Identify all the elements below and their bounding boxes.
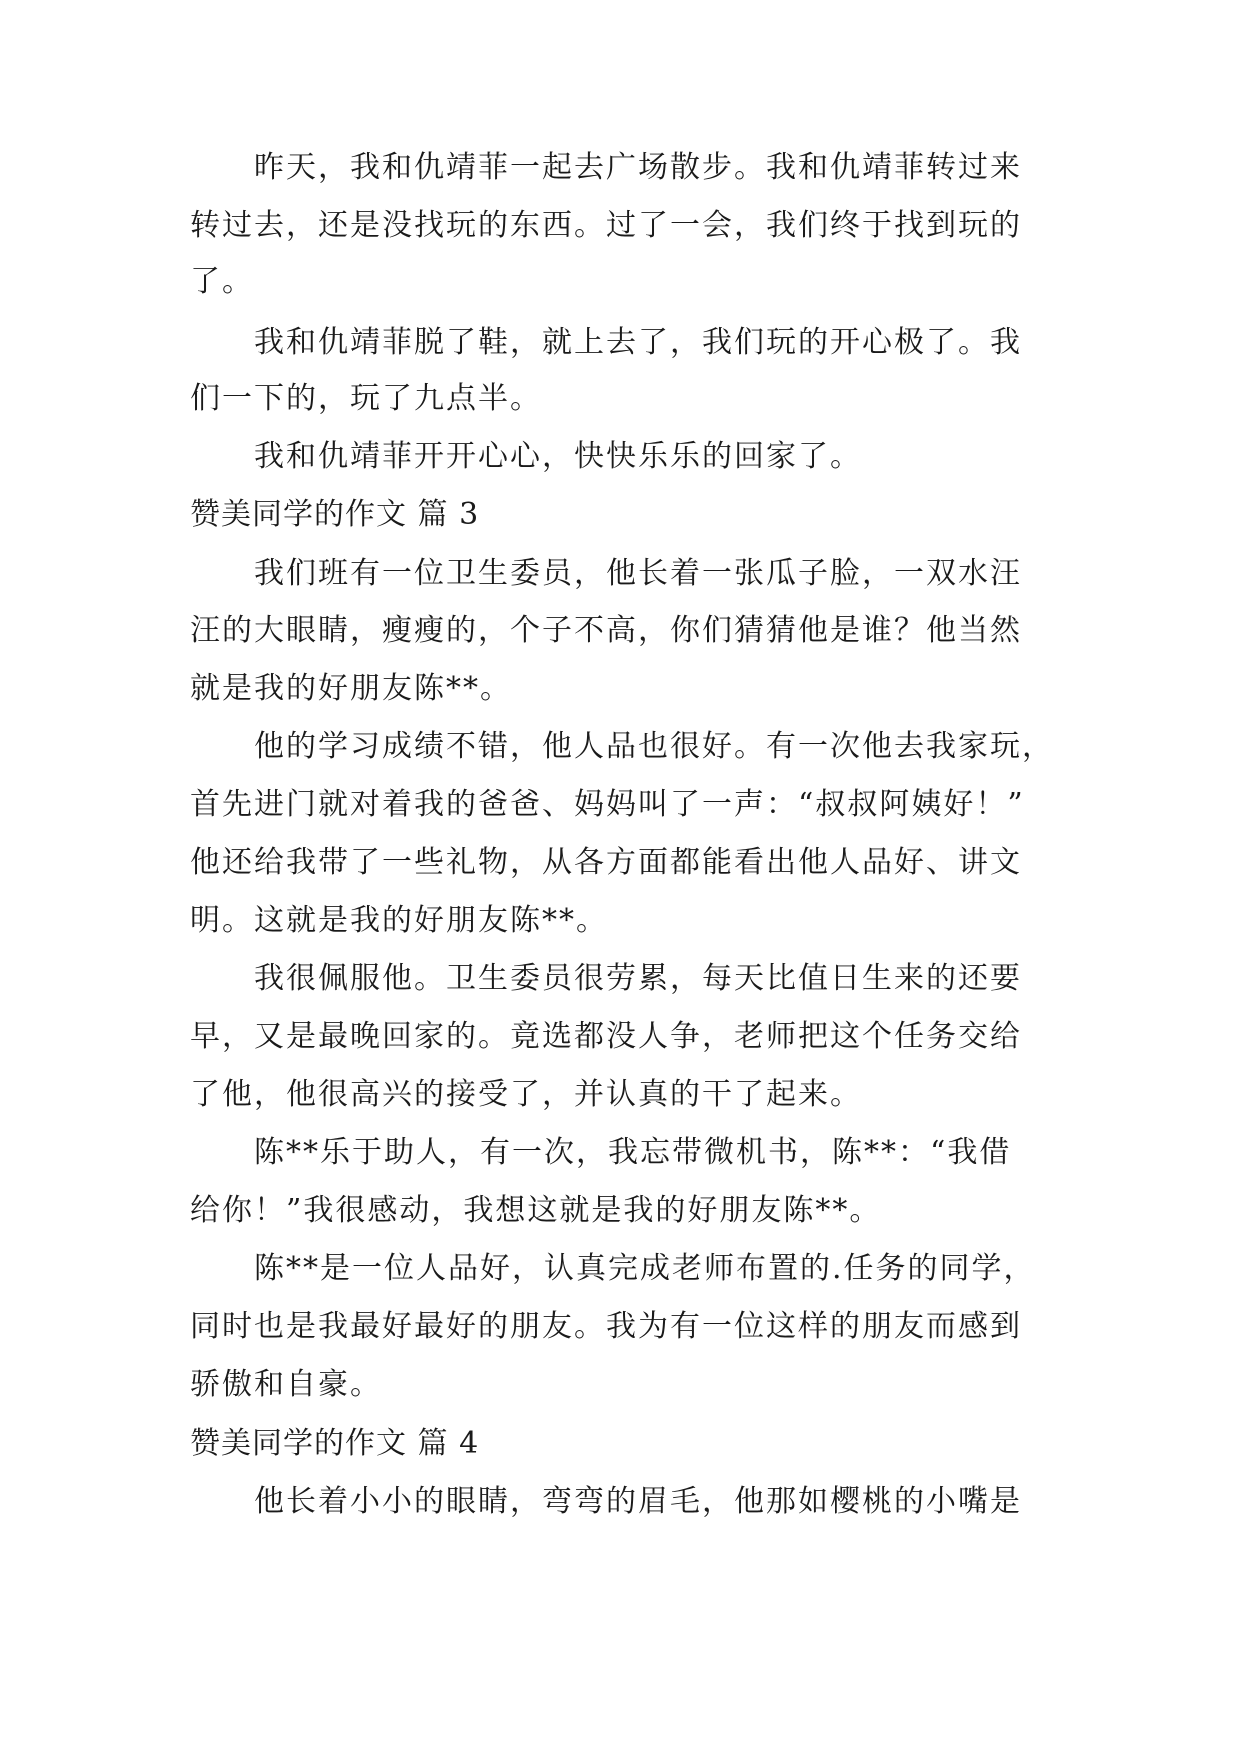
paragraph-line: 了他，他很高兴的接受了，并认真的干了起来。 [190, 1077, 862, 1112]
paragraph-line: 他长着小小的眼睛，弯弯的眉毛，他那如樱桃的小嘴是 [254, 1484, 1022, 1519]
paragraph-line: 我很佩服他。卫生委员很劳累，每天比值日生来的还要 [254, 961, 1022, 996]
paragraph-line: 他的学习成绩不错，他人品也很好。有一次他去我家玩， [254, 729, 1054, 764]
paragraph-line: 了。 [190, 264, 254, 299]
paragraph-line: 他还给我带了一些礼物，从各方面都能看出他人品好、讲文 [190, 845, 1022, 880]
paragraph-line: 就是我的好朋友陈**。 [190, 671, 512, 706]
paragraph-line: 明。这就是我的好朋友陈**。 [190, 903, 608, 938]
paragraph-line: 昨天，我和仇靖菲一起去广场散步。我和仇靖菲转过来 [254, 150, 1022, 185]
paragraph-line: 转过去，还是没找玩的东西。过了一会，我们终于找到玩的 [190, 208, 1022, 243]
paragraph-line: 给你！”我很感动，我想这就是我的好朋友陈**。 [190, 1193, 882, 1228]
paragraph-line: 我们班有一位卫生委员，他长着一张瓜子脸，一双水汪 [254, 556, 1022, 591]
section-heading: 赞美同学的作文 篇 3 [190, 497, 480, 532]
section-heading: 赞美同学的作文 篇 4 [190, 1426, 480, 1461]
paragraph-line: 陈**乐于助人，有一次，我忘带微机书，陈**：“我借 [254, 1135, 1012, 1170]
paragraph-line: 我和仇靖菲开开心心，快快乐乐的回家了。 [254, 439, 862, 474]
paragraph-line: 陈**是一位人品好，认真完成老师布置的.任务的同学， [254, 1251, 1036, 1286]
paragraph-line: 同时也是我最好最好的朋友。我为有一位这样的朋友而感到 [190, 1309, 1022, 1344]
paragraph-line: 早，又是最晚回家的。竟选都没人争，老师把这个任务交给 [190, 1019, 1022, 1054]
paragraph-line: 我和仇靖菲脱了鞋，就上去了，我们玩的开心极了。我 [254, 325, 1022, 360]
paragraph-line: 骄傲和自豪。 [190, 1367, 382, 1402]
paragraph-line: 首先进门就对着我的爸爸、妈妈叫了一声：“叔叔阿姨好！” [190, 787, 1025, 822]
paragraph-line: 们一下的，玩了九点半。 [190, 381, 542, 416]
paragraph-line: 汪的大眼睛，瘦瘦的，个子不高，你们猜猜他是谁？他当然 [190, 613, 1022, 648]
